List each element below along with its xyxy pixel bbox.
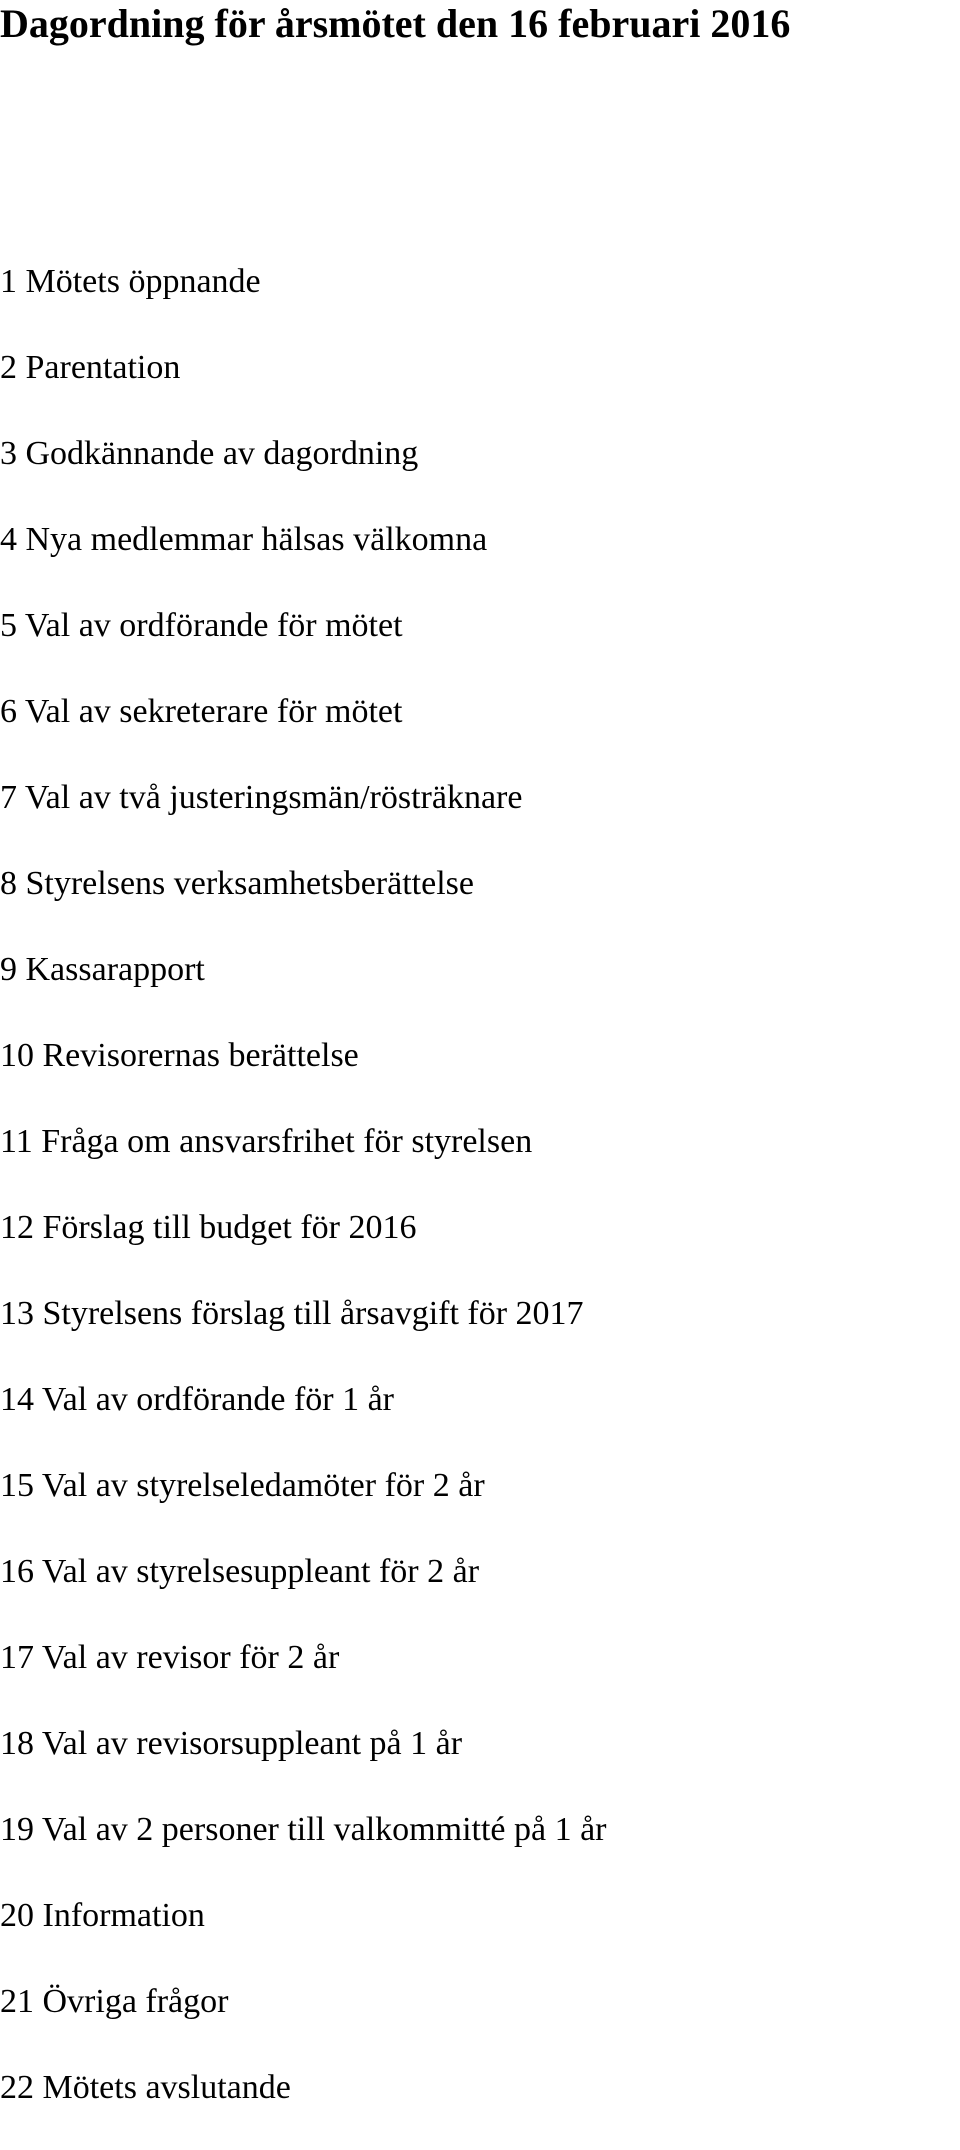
agenda-item: 5 Val av ordförande för mötet <box>0 607 403 644</box>
agenda-item: 19 Val av 2 personer till valkommitté på 1 år <box>0 1811 607 1848</box>
agenda-item: 15 Val av styrelseledamöter för 2 år <box>0 1467 485 1504</box>
agenda-item: 22 Mötets avslutande <box>0 2069 291 2106</box>
agenda-item: 9 Kassarapport <box>0 951 205 988</box>
agenda-item: 21 Övriga frågor <box>0 1983 229 2020</box>
agenda-item: 10 Revisorernas berättelse <box>0 1037 359 1074</box>
agenda-item: 17 Val av revisor för 2 år <box>0 1639 340 1676</box>
document-title: Dagordning för årsmötet den 16 februari 2016 <box>0 1 791 46</box>
agenda-item: 8 Styrelsens verksamhetsberättelse <box>0 865 474 902</box>
agenda-item: 12 Förslag till budget för 2016 <box>0 1209 417 1246</box>
agenda-item: 16 Val av styrelsesuppleant för 2 år <box>0 1553 480 1590</box>
agenda-item: 14 Val av ordförande för 1 år <box>0 1381 395 1418</box>
agenda-item: 4 Nya medlemmar hälsas välkomna <box>0 521 488 558</box>
agenda-item: 7 Val av två justeringsmän/rösträknare <box>0 779 523 816</box>
agenda-item: 6 Val av sekreterare för mötet <box>0 693 403 730</box>
agenda-item: 2 Parentation <box>0 349 181 386</box>
agenda-list <box>0 258 607 2150</box>
agenda-item: 18 Val av revisorsuppleant på 1 år <box>0 1725 463 1762</box>
agenda-item: 3 Godkännande av dagordning <box>0 435 419 472</box>
agenda-item: 1 Mötets öppnande <box>0 263 261 300</box>
agenda-item: 13 Styrelsens förslag till årsavgift för 2017 <box>0 1295 584 1332</box>
agenda-item: 20 Information <box>0 1897 205 1934</box>
agenda-item: 11 Fråga om ansvarsfrihet för styrelsen <box>0 1123 533 1160</box>
